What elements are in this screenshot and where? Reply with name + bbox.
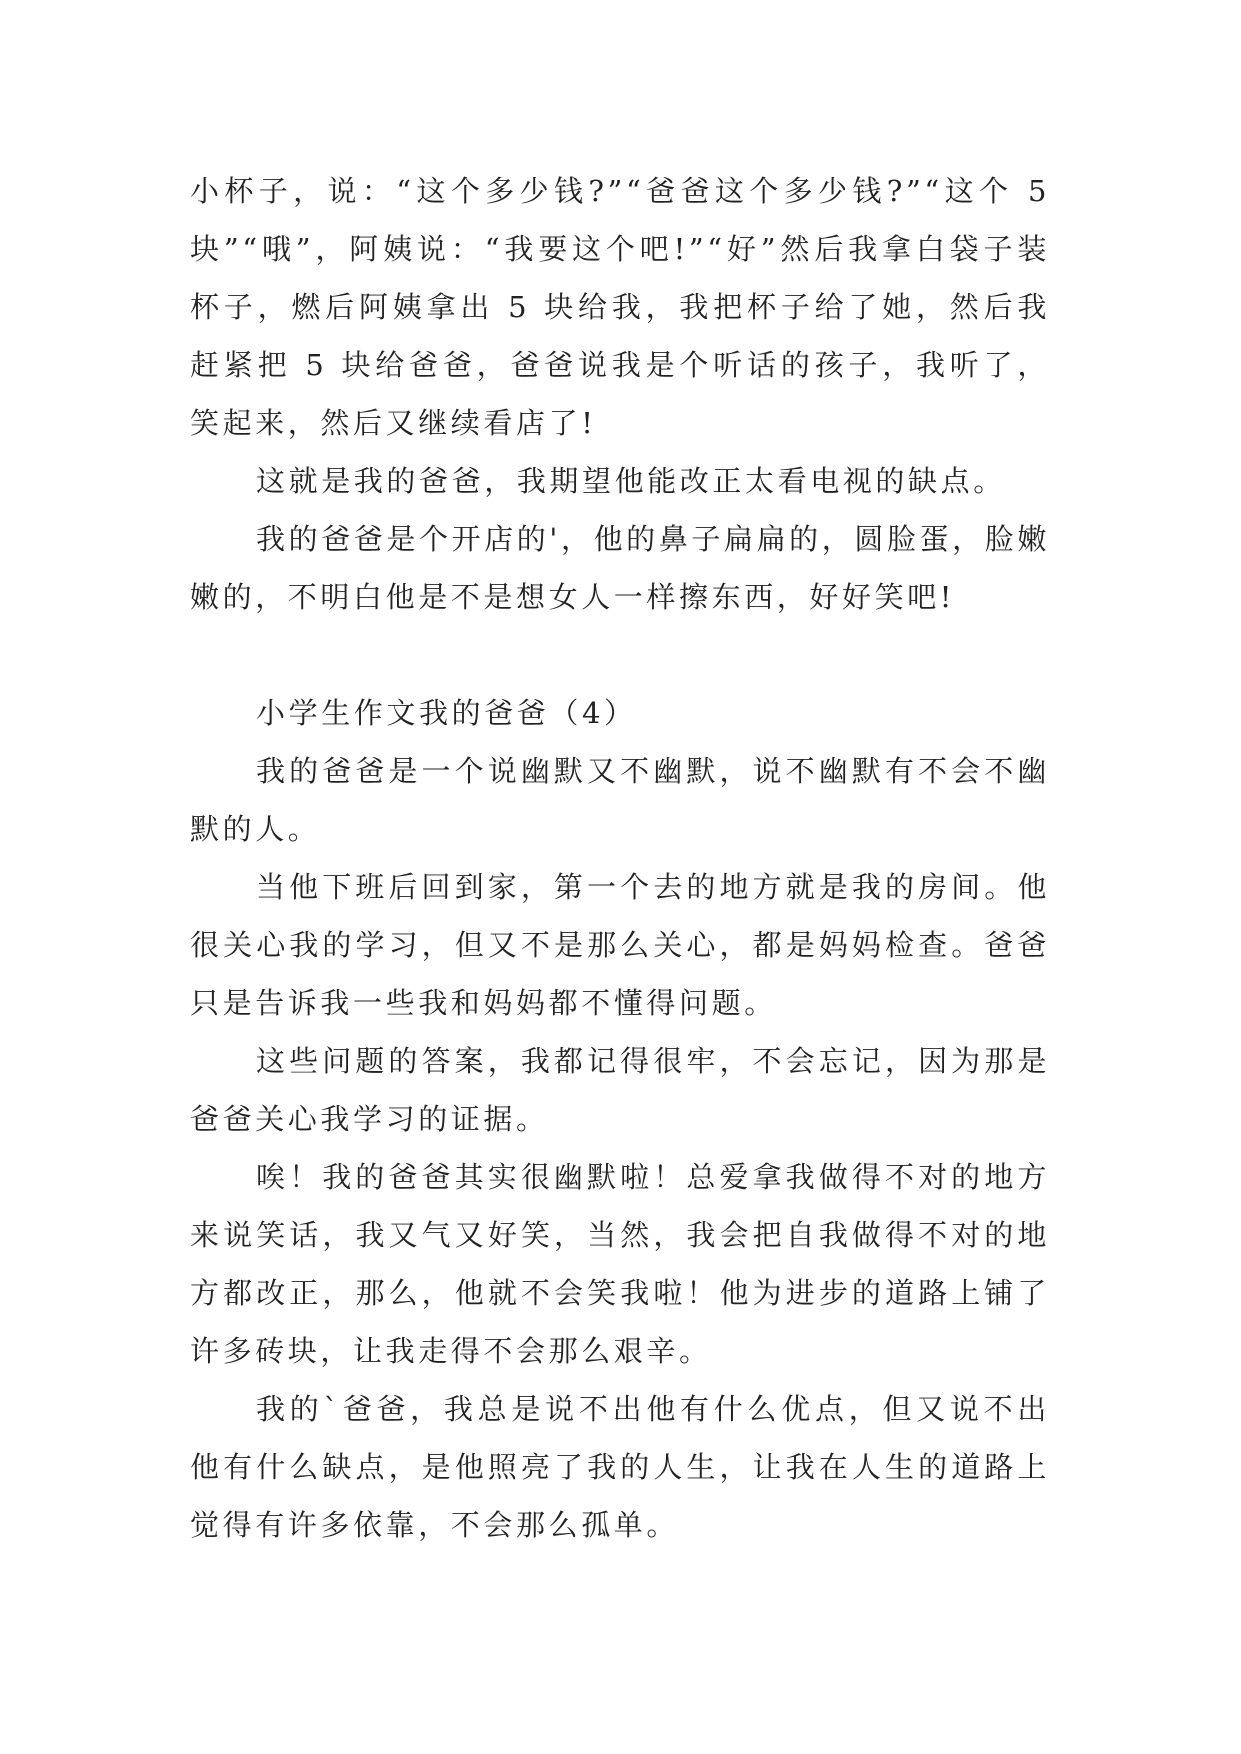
section-spacer	[190, 626, 1050, 684]
essay-body	[190, 162, 1050, 1554]
paragraph: 当他下班后回到家，第一个去的地方就是我的房间。他很关心我的学习，但又不是那么关心，都是妈妈检查。爸爸只是告诉我一些我和妈妈都不懂得问题。	[190, 870, 1050, 1020]
paragraph: 我的爸爸是一个说幽默又不幽默，说不幽默有不会不幽默的人。	[190, 754, 1050, 846]
paragraph: 这就是我的爸爸，我期望他能改正太看电视的缺点。	[256, 464, 1006, 498]
paragraph-continued: 小杯子，说：“这个多少钱?”“爸爸这个多少钱?”“这个 5 块”“哦”，阿姨说：“我要这个吧!”“好”然后我拿白袋子装杯子，燃后阿姨拿出 5 块给我，我把杯子给了她，然后我赶紧把 5 块给爸爸，爸爸说我是个听话的孩子，我听了，笑起来，然后又继续看店了!	[190, 174, 1050, 440]
section-title: 小学生作文我的爸爸（4）	[256, 696, 637, 730]
paragraph: 我的`爸爸，我总是说不出他有什么优点，但又说不出他有什么缺点，是他照亮了我的人生，让我在人生的道路上觉得有许多依靠，不会那么孤单。	[190, 1392, 1050, 1542]
paragraph: 我的爸爸是个开店的'，他的鼻子扁扁的，圆脸蛋，脸嫩嫩的，不明白他是不是想女人一样擦东西，好好笑吧!	[190, 522, 1050, 614]
paragraph: 唉！我的爸爸其实很幽默啦！总爱拿我做得不对的地方来说笑话，我又气又好笑，当然，我会把自我做得不对的地方都改正，那么，他就不会笑我啦！他为进步的道路上铺了许多砖块，让我走得不会那么艰辛。	[190, 1160, 1050, 1368]
paragraph: 这些问题的答案，我都记得很牢，不会忘记，因为那是爸爸关心我学习的证据。	[190, 1044, 1050, 1136]
